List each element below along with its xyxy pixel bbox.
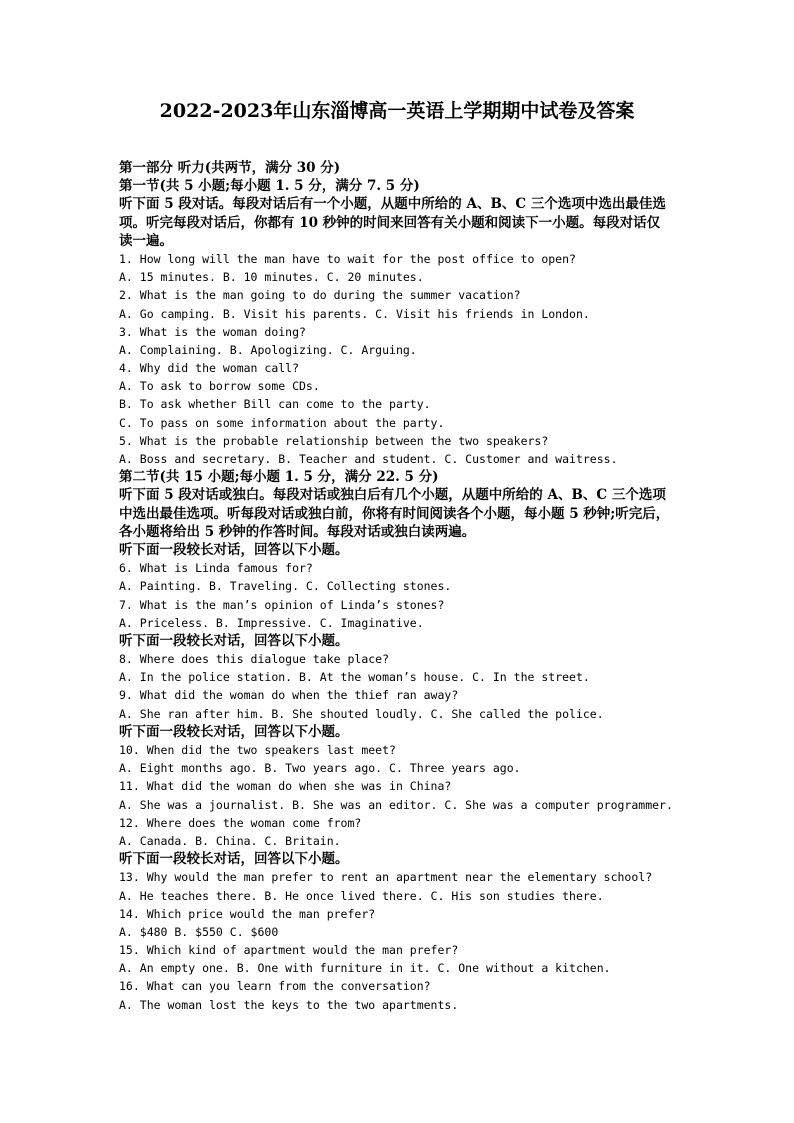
question-line: 6. What is Linda famous for? (119, 561, 313, 576)
section-heading-line: 听下面一段较长对话，回答以下小题。 (119, 851, 349, 868)
question-line: A. Go camping. B. Visit his parents. C. Visit his friends in London. (119, 306, 590, 321)
question-line: 11. What did the woman do when she was in China? (119, 779, 452, 794)
question-line: 14. Which price would the man prefer? (119, 906, 376, 921)
question-line: A. Painting. B. Traveling. C. Collecting stones. (119, 579, 452, 594)
question-line: B. To ask whether Bill can come to the party. (119, 397, 431, 412)
question-line: A. Canada. B. China. C. Britain. (119, 833, 341, 848)
section-heading-line: 第一节(共 5 小题;每小题 1. 5 分，满分 7. 5 分) (119, 178, 420, 195)
section-heading-line: 第一部分 听力(共两节，满分 30 分) (119, 160, 341, 176)
section-heading-line: 项。听完每段对话后，你都有 10 秒钟的时间来回答有关小题和阅读下一小题。每段对话仅 (119, 214, 661, 231)
question-line: 1. How long will the man have to wait for the post office to open? (119, 251, 576, 266)
question-line: 3. What is the woman doing? (119, 324, 306, 339)
question-line: 13. Why would the man prefer to rent an apartment near the elementary school? (119, 870, 653, 885)
question-line: C. To pass on some information about the party. (119, 415, 445, 430)
question-line: A. An empty one. B. One with furniture in it. C. One without a kitchen. (119, 961, 611, 976)
question-line: 12. Where does the woman come from? (119, 815, 362, 830)
question-line: 5. What is the probable relationship between the two speakers? (119, 433, 549, 448)
question-line: A. The woman lost the keys to the two apartments. (119, 997, 459, 1012)
question-line: A. Complaining. B. Apologizing. C. Arguing. (119, 342, 417, 357)
question-line: 4. Why did the woman call? (119, 361, 300, 376)
section-heading-line: 中选出最佳选项。听每段对话或独白前，你将有时间阅读各个小题，每小题 5 秒钟;听完后， (119, 505, 670, 522)
question-line: A. $480 B. $550 C. $600 (119, 924, 279, 939)
exam-body (119, 159, 689, 1014)
question-line: 7. What is the man’s opinion of Linda’s stones? (119, 597, 445, 612)
section-heading-line: 听下面一段较长对话，回答以下小题。 (119, 723, 349, 740)
question-line: 16. What can you learn from the conversation? (119, 979, 431, 994)
question-line: A. Boss and secretary. B. Teacher and student. C. Customer and waitress. (119, 452, 618, 466)
question-line: 9. What did the woman do when the thief ran away? (119, 688, 459, 703)
question-line: A. In the police station. B. At the woman’s house. C. In the street. (119, 670, 590, 685)
section-heading-line: 听下面一段较长对话，回答以下小题。 (119, 632, 349, 649)
section-heading-line: 听下面一段较长对话，回答以下小题。 (119, 541, 349, 558)
question-line: A. Priceless. B. Impressive. C. Imaginative. (119, 615, 424, 630)
question-line: A. She ran after him. B. She shouted loudly. C. She called the police. (119, 706, 604, 721)
question-line: A. She was a journalist. B. She was an editor. C. She was a computer programmer. (119, 797, 673, 812)
section-heading-line: 读一遍。 (119, 232, 173, 249)
section-heading-line: 第二节(共 15 小题;每小题 1. 5 分，满分 22. 5 分) (119, 469, 439, 486)
question-line: 2. What is the man going to do during the summer vacation? (119, 288, 521, 303)
page-title: 2022-2023年山东淄博高一英语上学期期中试卷及答案 (159, 100, 635, 122)
question-line: A. To ask to borrow some CDs. (119, 379, 320, 394)
question-line: A. Eight months ago. B. Two years ago. C. Three years ago. (119, 761, 521, 776)
question-line: A. 15 minutes. B. 10 minutes. C. 20 minutes. (119, 270, 424, 285)
question-line: 10. When did the two speakers last meet? (119, 743, 396, 757)
section-heading-line: 听下面 5 段对话或独白。每段对话或独白后有几个小题，从题中所给的 A、B、C 三个选项 (119, 487, 666, 504)
section-heading-line: 各小题将给出 5 秒钟的作答时间。每段对话或独白读两遍。 (119, 523, 476, 540)
question-line: A. He teaches there. B. He once lived there. C. His son studies there. (119, 888, 604, 903)
question-line: 15. Which kind of apartment would the man prefer? (119, 943, 459, 958)
question-line: 8. Where does this dialogue take place? (119, 652, 390, 667)
section-heading-line: 听下面 5 段对话。每段对话后有一个小题，从题中所给的 A、B、C 三个选项中选出最佳选 (119, 196, 666, 213)
